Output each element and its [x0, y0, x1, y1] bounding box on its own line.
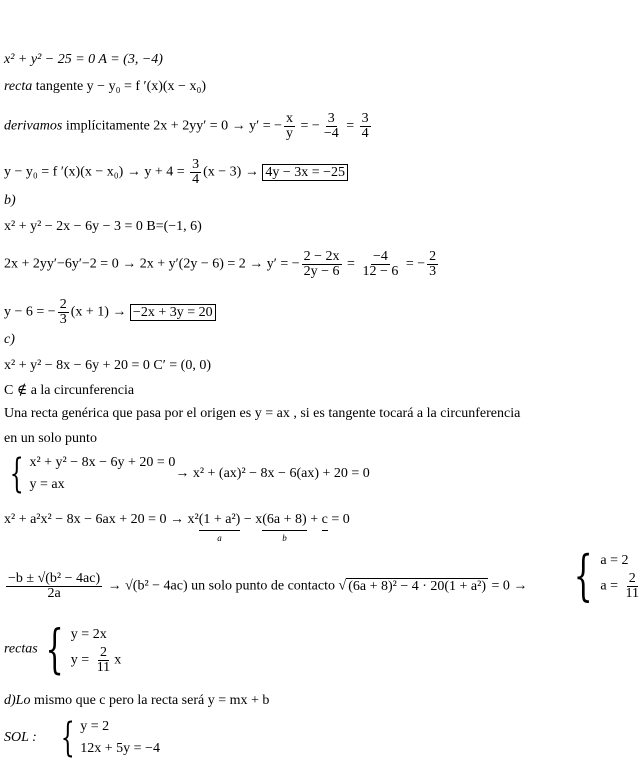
underbrace-b: (6a + 8) b — [262, 512, 307, 543]
derivative-text: implícitamente 2x + 2yy′ = 0 → y′ = − — [62, 118, 283, 134]
eq-c-circle: x² + y² − 8x − 6y + 20 = 0 C′ = (0, 0) — [4, 358, 211, 373]
eq-b-derivative: 2x + 2yy′−6y′−2 = 0 → 2x + y′(2y − 6) = 2 → y′ = − $\frac{2 - 2x}{2y - 6}$ = $\frac{-4}{12 - 6}$ = − $\frac{2}{3}$ — [4, 249, 437, 279]
eq-a-circle: x² + y² − 25 = 0 A = (3, −4) — [4, 52, 163, 67]
label-rectas: rectas — [4, 641, 38, 657]
brace-icon: { — [9, 451, 24, 497]
eq-b-result: y − 6 = − $\frac{2}{3}$ (x + 1) → −2x + 3y = 20 — [4, 298, 216, 327]
frac-b3: $\frac{2}{3}$ — [429, 249, 437, 279]
brace-icon: { — [573, 543, 593, 607]
sol-eq-1: y = 2 — [80, 719, 110, 734]
frac-b1: $\frac{2 - 2x}{2y - 6}$ — [303, 249, 340, 279]
eq-b-circle: x² + y² − 2x − 6y − 3 = 0 B=(−1, 6) — [4, 219, 202, 234]
label-derivamos: derivamos — [4, 118, 63, 134]
answer-box-b: −2x + 3y = 20 — [130, 304, 216, 321]
sol-eq-2: 12x + 5y = −4 — [80, 741, 160, 756]
answer-box-a: 4y − 3x = −25 — [262, 164, 348, 181]
label-b: b) — [4, 193, 16, 208]
recta-1: y = 2x — [70, 627, 107, 642]
tangent-formula: tangente y − y₀ = f ′(x)(x − x₀) — [32, 79, 206, 94]
frac-3-neg4: $\frac{3}{-4}$ — [323, 111, 339, 141]
eq-d — [4, 693, 269, 709]
eq-a-tangent — [4, 79, 206, 95]
eq-a-derivative: derivamos implícitamente 2x + 2yy′ = 0 → y′ = − $\frac{x}{y}$ = − $\frac{3}{-4}$ = $\frac{3}{4}$ — [4, 111, 369, 141]
frac-2-3: $\frac{2}{3}$ — [59, 297, 67, 327]
underbrace-c: c — [322, 512, 328, 531]
system-eq-2: y = ax — [29, 477, 65, 492]
c-explanation-2: en un solo punto — [4, 431, 97, 446]
quadratic-formula: $\frac{\text{−b ± √(b² − 4ac)}}{2a}$ — [8, 571, 101, 601]
d-text: mismo que c pero la recta será y = mx + b — [30, 693, 270, 708]
system-c — [4, 452, 370, 496]
recta-2: y = $\frac{2}{11}$ x — [70, 645, 122, 675]
brace-icon: { — [60, 715, 75, 761]
system-eq-1: x² + y² − 8x − 6y + 20 = 0 — [29, 455, 176, 470]
label-sol: SOL : — [4, 730, 37, 745]
frac-3-4: $\frac{3}{4}$ — [361, 111, 369, 141]
frac-3-4-b: $\frac{3}{4}$ — [192, 157, 200, 187]
c-not-in-circle: C ∉ a la circunferencia — [4, 383, 135, 398]
eq-c-expanded: x² + a²x² − 8x − 6ax + 20 = 0 → x²(1 + a²) a − x(6a + 8) b + c = 0 — [4, 512, 350, 543]
solutions-a — [566, 543, 643, 607]
eq-c-discriminant: $\frac{\text{−b ± √(b² − 4ac)}}{2a}$ → √(b² − 4ac) un solo punto de contacto √ (6a + 8)² − 4 · 20(1 + a²) = 0 → — [8, 571, 528, 601]
underbrace-a: (1 + a²) a — [198, 512, 241, 543]
frac-b2: $\frac{-4}{12 - 6}$ — [362, 249, 399, 279]
c-explanation-1: Una recta genérica que pasa por el origen es y = ax , si es tangente tocará a la circunferencia — [4, 406, 521, 421]
label-d: d) — [4, 693, 16, 708]
label-c: c) — [4, 332, 15, 347]
discriminant-expr: (6a + 8)² − 4 · 20(1 + a²) — [348, 578, 487, 594]
eq-a-result: y − y₀ = f ′(x)(x − x₀) → y + 4 = $\frac{3}{4}$ (x − 3) → 4y − 3x = −25 — [4, 158, 348, 187]
solution-a-2-11: a = $\frac{2}{11}$ — [600, 571, 639, 601]
solution-a-2: a = 2 — [600, 553, 629, 568]
label-lo: Lo — [15, 693, 31, 708]
label-recta: recta — [4, 79, 33, 94]
solution-d — [4, 716, 160, 760]
brace-icon: { — [45, 619, 64, 680]
rectas-system — [4, 619, 122, 680]
frac-x-y: $\frac{x}{y}$ — [286, 111, 294, 141]
system-result: → x² + (ax)² − 8x − 6(ax) + 20 = 0 — [175, 466, 370, 481]
